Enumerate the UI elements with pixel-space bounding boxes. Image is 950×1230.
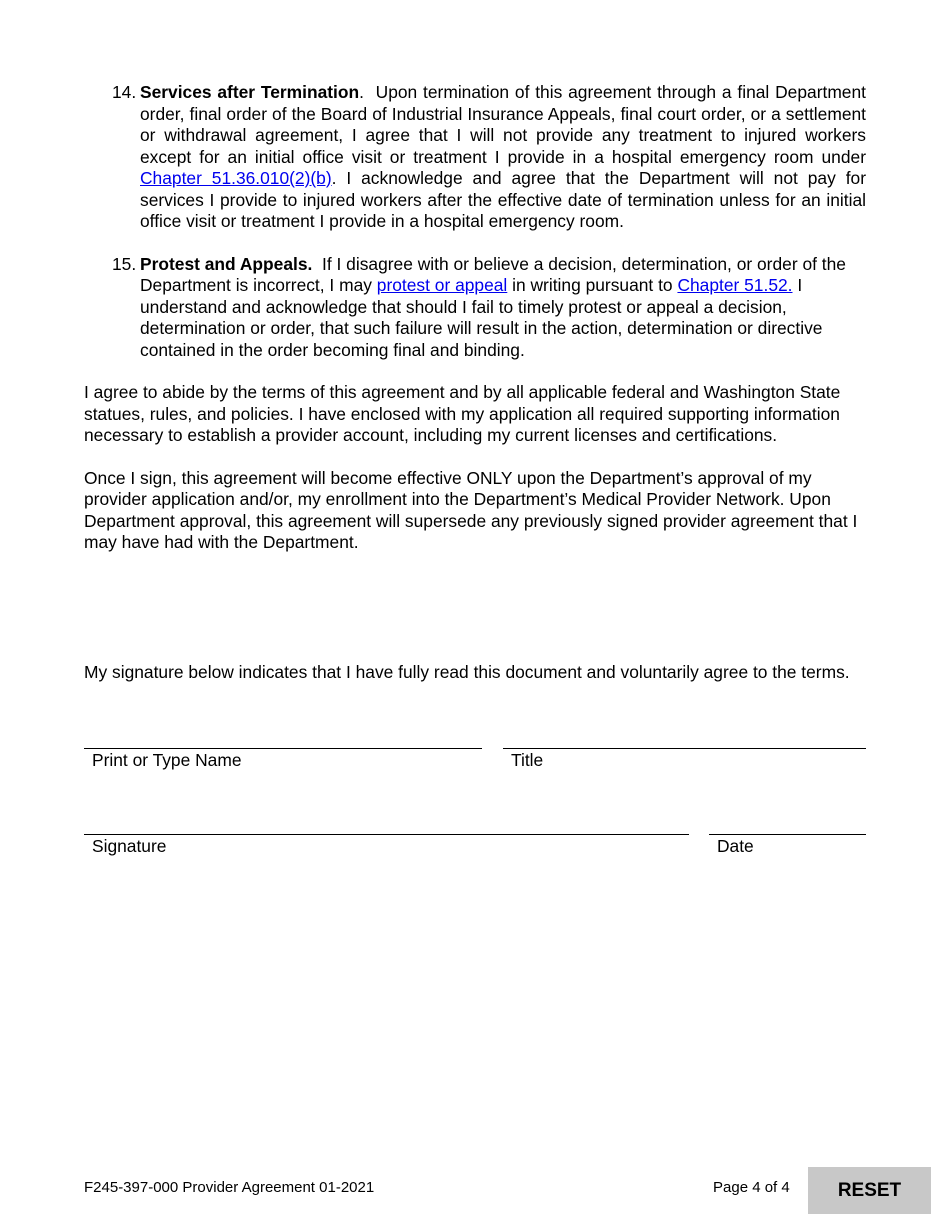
clause-15 xyxy=(84,254,866,362)
page-number: Page 4 of 4 xyxy=(713,1179,790,1196)
clause-text: If I disagree with or believe a decision, determination, or order of the Department is incorrect, I may xyxy=(140,253,846,295)
chapter-51-36-link[interactable]: Chapter 51.36.010(2)(b) xyxy=(140,168,332,188)
agreement-paragraph: I agree to abide by the terms of this agreement and by all applicable federal and Washington State statues, rules, and policies. I have enclosed with my application all required supporting information necessary to establish a provider account, including my current licenses and certifications. xyxy=(84,382,841,445)
chapter-51-52-link[interactable]: Chapter 51.52. xyxy=(677,275,793,295)
signature-label: Signature xyxy=(92,836,167,856)
date-label: Date xyxy=(717,836,754,856)
clause-number: 14. xyxy=(112,82,137,102)
clause-text-continued: I understand and acknowledge that should I fail to timely protest or appeal a decision, determination or order, that such failure will result in the action, determination or directive contained in the order becoming final and binding. xyxy=(140,275,823,360)
name-line[interactable] xyxy=(84,748,482,749)
name-label: Print or Type Name xyxy=(92,750,242,770)
document-body xyxy=(84,82,866,575)
reset-button[interactable]: RESET xyxy=(808,1167,931,1214)
form-id: F245-397-000 Provider Agreement 01-2021 xyxy=(84,1179,375,1196)
signature-line[interactable] xyxy=(84,834,689,835)
clause-title: Services after Termination xyxy=(140,82,360,102)
date-line[interactable] xyxy=(709,834,866,835)
effective-paragraph: Once I sign, this agreement will become effective ONLY upon the Department’s approval of my provider application and/or, my enrollment into the Department’s Medical Provider Network. Upon Department approval, this agreement will supersede any previously signed provider agreement that I may have had with the Department. xyxy=(84,467,858,552)
protest-or-appeal-link[interactable]: protest or appeal xyxy=(376,275,508,295)
signature-statement: My signature below indicates that I have fully read this document and voluntarily agree to the terms. xyxy=(84,662,850,682)
clause-title: Protest and Appeals. xyxy=(140,253,313,274)
clause-text-continued: . I acknowledge and agree that the Department will not pay for services I provide to injured workers after the effective date of termination unless for an initial office visit or treatment I provide in a hospital emergency room. xyxy=(140,168,866,231)
title-label: Title xyxy=(511,750,544,770)
clause-text-between: in writing pursuant to xyxy=(507,275,678,295)
title-line[interactable] xyxy=(503,748,866,749)
clause-text: Upon termination of this agreement through a final Department order, final order of the Board of Industrial Insurance Appeals, final court order, or a settlement or withdrawal agreement, I agree that I will not provide any treatment to injured workers except for an initial office visit or treatment I provide in a hospital emergency room under xyxy=(140,82,866,167)
clause-title-suffix: . xyxy=(359,82,364,102)
clause-number: 15. xyxy=(112,253,137,274)
clause-14 xyxy=(84,82,866,233)
